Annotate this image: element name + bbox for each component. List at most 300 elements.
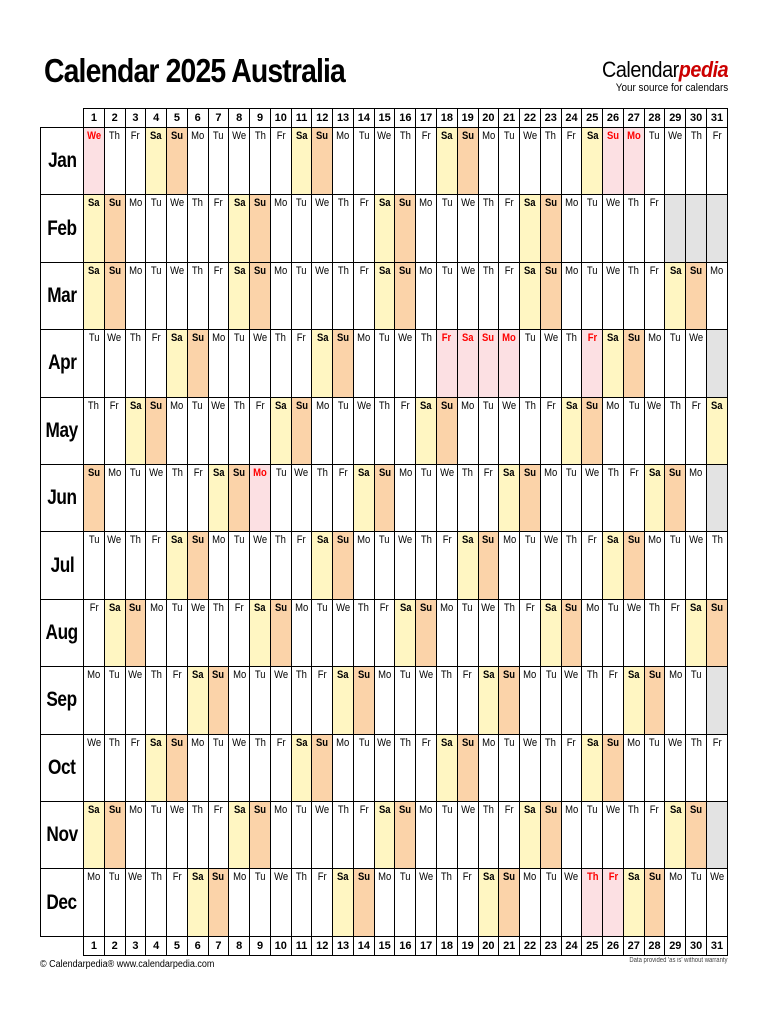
day-cell (520, 667, 541, 734)
weekend-day-cell (312, 330, 333, 397)
weekday-label: Mo (585, 601, 599, 614)
day-cell (395, 734, 416, 801)
day-cell (84, 599, 105, 666)
day-cell (499, 599, 520, 666)
day-cell (665, 869, 686, 937)
weekday-label: Th (482, 804, 494, 817)
weekday-label: Fr (442, 534, 452, 547)
day-cell (270, 195, 291, 262)
weekday-label: Mo (419, 197, 433, 210)
day-cell (84, 330, 105, 397)
weekday-label: Su (648, 871, 661, 884)
day-cell (644, 599, 665, 666)
weekday-label: Tu (462, 601, 474, 614)
weekday-label: Sa (171, 534, 183, 547)
weekend-day-cell (561, 599, 582, 666)
weekend-day-cell (457, 734, 478, 801)
holiday-day-cell (84, 128, 105, 195)
header-day-number: 22 (520, 109, 541, 128)
month-row-jun (41, 465, 728, 532)
weekday-label: Su (108, 804, 121, 817)
header-day-number: 14 (353, 109, 374, 128)
day-cell (603, 465, 624, 532)
weekday-label: We (377, 736, 392, 749)
day-cell (125, 195, 146, 262)
header-day-number: 19 (457, 109, 478, 128)
weekday-label: Mo (378, 669, 392, 682)
holiday-day-cell (437, 330, 458, 397)
day-cell (353, 128, 374, 195)
weekend-day-cell (686, 802, 707, 869)
weekend-day-cell (623, 330, 644, 397)
day-cell (270, 667, 291, 734)
day-cell (333, 465, 354, 532)
weekday-label: Mo (502, 534, 516, 547)
weekend-day-cell (208, 465, 229, 532)
day-cell (104, 397, 125, 464)
weekday-label: We (315, 197, 330, 210)
holiday-day-cell (623, 128, 644, 195)
month-row-sep (41, 667, 728, 734)
weekday-label: Th (628, 804, 640, 817)
holiday-day-cell (478, 330, 499, 397)
weekday-label: Mo (502, 332, 517, 345)
day-cell (499, 397, 520, 464)
unused-day-cell (706, 195, 727, 262)
day-cell (395, 397, 416, 464)
day-cell (582, 667, 603, 734)
footer-day-number: 1 (84, 937, 105, 956)
holiday-day-cell (499, 330, 520, 397)
weekday-label: Sa (399, 601, 412, 614)
footer-day-number: 8 (229, 937, 250, 956)
header-day-number: 29 (665, 109, 686, 128)
header-day-number: 7 (208, 109, 229, 128)
weekday-label: Tu (441, 197, 453, 210)
weekday-label: Sa (482, 669, 495, 682)
weekday-label: We (128, 871, 143, 884)
weekday-label: We (502, 399, 517, 412)
weekday-label: Th (233, 399, 245, 412)
weekend-day-cell (540, 599, 561, 666)
year-calendar-grid (40, 108, 728, 956)
day-cell (395, 330, 416, 397)
day-cell (270, 802, 291, 869)
weekday-label: Tu (254, 669, 266, 682)
day-cell (540, 869, 561, 937)
weekday-label: Su (108, 197, 121, 210)
weekday-label: Su (461, 130, 474, 142)
footer-day-number: 10 (270, 937, 291, 956)
weekend-day-cell (603, 532, 624, 599)
weekend-day-cell (333, 667, 354, 734)
day-cell (291, 465, 312, 532)
footer-copyright[interactable]: © Calendarpedia® www.calendarpedia.com (40, 959, 215, 970)
weekday-label: Sa (482, 871, 495, 884)
weekend-day-cell (146, 734, 167, 801)
weekend-day-cell (270, 599, 291, 666)
header-day-number: 23 (540, 109, 561, 128)
weekend-day-cell (395, 802, 416, 869)
weekday-label: Tu (88, 332, 100, 345)
header-day-number: 5 (167, 109, 188, 128)
month-label: Jun (41, 465, 84, 532)
weekday-label: Tu (130, 467, 141, 480)
weekday-label: Sa (524, 264, 536, 277)
day-cell (374, 128, 395, 195)
weekday-label: Sa (669, 264, 682, 277)
day-cell (250, 532, 271, 599)
weekday-label: Th (399, 130, 411, 142)
weekend-day-cell (333, 869, 354, 937)
weekday-label: Fr (214, 264, 223, 277)
day-cell (229, 330, 250, 397)
header-day-number: 13 (333, 109, 354, 128)
weekend-day-cell (395, 195, 416, 262)
day-cell (520, 128, 541, 195)
day-cell (644, 532, 665, 599)
weekday-label: Tu (171, 601, 183, 614)
weekend-day-cell (416, 397, 437, 464)
weekday-label: Th (441, 871, 453, 884)
day-cell (665, 667, 686, 734)
weekend-day-cell (208, 667, 229, 734)
day-cell (229, 128, 250, 195)
weekday-label: We (232, 130, 247, 142)
weekday-label: We (252, 534, 268, 547)
weekday-label: Mo (294, 601, 309, 614)
weekday-label: Su (503, 871, 516, 884)
weekend-day-cell (291, 397, 312, 464)
day-cell (582, 465, 603, 532)
weekday-label: Tu (400, 871, 411, 884)
weekend-day-cell (520, 195, 541, 262)
weekday-label: Sa (254, 601, 266, 614)
weekday-label: Sa (669, 804, 682, 817)
weekday-label: Su (544, 264, 557, 277)
weekend-day-cell (229, 262, 250, 329)
weekday-label: Su (586, 399, 599, 412)
weekday-label: We (689, 332, 704, 345)
weekday-label: Sa (233, 197, 246, 210)
weekend-day-cell (167, 532, 188, 599)
day-cell (457, 397, 478, 464)
weekend-day-cell (582, 128, 603, 195)
header-day-number: 9 (250, 109, 271, 128)
holiday-day-cell (582, 869, 603, 937)
weekday-label: We (169, 264, 184, 277)
day-cell (561, 802, 582, 869)
weekday-label: Fr (255, 399, 265, 412)
weekend-day-cell (250, 262, 271, 329)
weekday-label: Su (316, 130, 329, 142)
day-cell (437, 869, 458, 937)
weekday-label: Mo (232, 669, 246, 682)
day-cell (333, 802, 354, 869)
day-cell (167, 802, 188, 869)
day-cell (665, 128, 686, 195)
weekday-label: Su (627, 332, 640, 345)
month-label: Dec (41, 869, 84, 937)
footer-day-number: 15 (374, 937, 395, 956)
day-cell (686, 465, 707, 532)
day-cell (706, 262, 727, 329)
header-day-number: 30 (686, 109, 707, 128)
weekday-label: Sa (461, 534, 474, 547)
weekday-label: Th (524, 399, 536, 412)
day-cell (229, 869, 250, 937)
day-cell (623, 465, 644, 532)
weekday-label: Su (606, 736, 620, 749)
weekday-label: Tu (524, 534, 536, 547)
weekday-label: Tu (275, 467, 287, 480)
day-cell (520, 532, 541, 599)
weekday-label: Tu (192, 399, 204, 412)
footer-day-number: 30 (686, 937, 707, 956)
day-cell (125, 532, 146, 599)
weekday-label: Mo (149, 601, 163, 614)
weekday-label: Su (170, 736, 183, 749)
weekend-day-cell (353, 667, 374, 734)
weekday-label: Su (191, 332, 204, 345)
day-cell (665, 532, 686, 599)
weekday-label: Sa (627, 669, 640, 682)
day-cell (603, 262, 624, 329)
day-cell (187, 465, 208, 532)
weekend-day-cell (84, 262, 105, 329)
weekday-label: Sa (586, 130, 599, 142)
day-cell (104, 128, 125, 195)
brand-logo[interactable] (588, 58, 728, 94)
weekday-label: Mo (668, 871, 682, 884)
weekend-day-cell (250, 195, 271, 262)
month-row-dec (41, 869, 728, 937)
header-day-number: 2 (104, 109, 125, 128)
footer-day-number: 29 (665, 937, 686, 956)
day-cell (250, 667, 271, 734)
weekday-label: Su (627, 534, 640, 547)
weekday-label: Tu (358, 736, 370, 749)
weekday-label: We (543, 332, 558, 345)
day-cell (146, 667, 167, 734)
day-cell (499, 195, 520, 262)
footer-day-number: 20 (478, 937, 499, 956)
footer-disclaimer: Data provided 'as is' without warranty (629, 957, 728, 964)
day-cell (146, 532, 167, 599)
day-cell (167, 869, 188, 937)
header-day-number: 3 (125, 109, 146, 128)
weekday-label: Fr (421, 130, 431, 142)
footer-day-number: 25 (582, 937, 603, 956)
weekday-label: We (356, 399, 371, 412)
brand-name: Calendarpedia (601, 57, 728, 82)
footer-day-number: 4 (146, 937, 167, 956)
weekday-label: Sa (378, 197, 391, 210)
weekday-label: Mo (627, 736, 641, 749)
weekday-label: Fr (234, 601, 244, 614)
weekday-label: Sa (191, 669, 204, 682)
header-day-number: 12 (312, 109, 333, 128)
weekday-label: Mo (419, 804, 433, 817)
day-cell (374, 667, 395, 734)
day-cell (561, 195, 582, 262)
day-cell (478, 128, 499, 195)
day-cell (125, 330, 146, 397)
day-cell (395, 128, 416, 195)
weekday-label: Fr (359, 804, 369, 817)
weekday-label: Mo (191, 130, 205, 142)
unused-day-cell (686, 195, 707, 262)
day-cell (167, 599, 188, 666)
weekday-label: Tu (337, 399, 349, 412)
weekday-label: Fr (151, 332, 161, 345)
weekday-label: Sa (212, 467, 225, 480)
footer-day-number: 9 (250, 937, 271, 956)
weekday-label: Su (253, 804, 267, 817)
weekday-label: Sa (233, 804, 246, 817)
day-cell (520, 330, 541, 397)
weekday-label: Mo (481, 130, 495, 142)
day-cell (125, 667, 146, 734)
weekend-day-cell (582, 734, 603, 801)
weekend-day-cell (125, 397, 146, 464)
weekend-day-cell (437, 128, 458, 195)
weekend-day-cell (84, 195, 105, 262)
weekday-label: We (419, 669, 434, 682)
footer-day-number: 26 (603, 937, 624, 956)
day-cell (457, 465, 478, 532)
weekday-label: Mo (87, 669, 101, 682)
month-row-feb (41, 195, 728, 262)
weekday-label: We (211, 399, 226, 412)
day-cell (125, 465, 146, 532)
weekday-label: Su (606, 130, 620, 142)
day-cell (665, 397, 686, 464)
weekday-label: Mo (211, 332, 226, 345)
weekday-label: Fr (691, 399, 701, 412)
weekday-label: Tu (524, 332, 536, 345)
weekend-day-cell (623, 532, 644, 599)
weekend-day-cell (499, 869, 520, 937)
day-cell (312, 802, 333, 869)
weekend-day-cell (104, 599, 125, 666)
day-cell (146, 802, 167, 869)
weekday-label: Sa (191, 871, 204, 884)
weekday-label: Fr (193, 467, 203, 480)
weekday-label: Sa (88, 804, 100, 817)
day-cell (146, 599, 167, 666)
day-cell (125, 869, 146, 937)
day-cell (270, 330, 291, 397)
day-cell (561, 128, 582, 195)
weekday-label: Th (420, 534, 432, 547)
weekday-label: Fr (130, 130, 140, 142)
day-cell (187, 195, 208, 262)
day-cell (395, 532, 416, 599)
weekday-label: Sa (648, 467, 661, 480)
weekday-label: Fr (504, 264, 514, 277)
day-cell (395, 869, 416, 937)
day-cell (250, 330, 271, 397)
day-cell (208, 397, 229, 464)
weekday-label: Fr (297, 534, 307, 547)
weekend-day-cell (540, 262, 561, 329)
weekend-day-cell (395, 262, 416, 329)
header-day-number: 15 (374, 109, 395, 128)
weekday-label: We (439, 467, 454, 480)
day-cell (312, 869, 333, 937)
weekend-day-cell (353, 465, 374, 532)
weekday-label: We (107, 534, 122, 547)
weekday-label: Mo (191, 736, 205, 749)
day-cell (686, 128, 707, 195)
month-row-apr (41, 330, 728, 397)
day-cell (333, 397, 354, 464)
weekday-label: Fr (567, 130, 576, 142)
weekend-day-cell (437, 734, 458, 801)
weekday-label: Sa (88, 197, 100, 210)
day-cell (208, 532, 229, 599)
holiday-day-cell (603, 869, 624, 937)
day-cell (291, 330, 312, 397)
unused-day-cell (706, 802, 727, 869)
weekday-label: Mo (253, 467, 267, 480)
weekday-label: Su (523, 467, 536, 480)
weekday-label: Th (171, 467, 183, 480)
weekday-label: Tu (586, 197, 598, 210)
weekday-label: We (398, 534, 413, 547)
day-cell (353, 734, 374, 801)
weekend-day-cell (84, 465, 105, 532)
header-day-number: 4 (146, 109, 167, 128)
weekday-label: Fr (172, 669, 182, 682)
month-label: Jan (41, 128, 84, 195)
weekday-label: Fr (670, 601, 680, 614)
day-cell (416, 869, 437, 937)
weekday-label: Sa (607, 534, 619, 547)
weekday-label: Tu (379, 332, 390, 345)
weekday-label: Th (316, 467, 328, 480)
header-day-number: 11 (291, 109, 312, 128)
day-cell (437, 195, 458, 262)
day-cell (333, 128, 354, 195)
weekday-label: Su (170, 130, 183, 142)
weekend-day-cell (478, 667, 499, 734)
weekday-label: Th (649, 601, 661, 614)
weekday-label: We (522, 736, 537, 749)
header-day-number: 10 (270, 109, 291, 128)
weekend-day-cell (644, 869, 665, 937)
month-label: Feb (41, 195, 84, 262)
footer-day-number: 22 (520, 937, 541, 956)
day-cell (374, 734, 395, 801)
weekday-label: Th (607, 467, 619, 480)
weekday-label: Mo (211, 534, 226, 547)
day-cell (291, 667, 312, 734)
weekend-day-cell (582, 397, 603, 464)
month-row-jul (41, 532, 728, 599)
day-cell (250, 397, 271, 464)
day-cell (686, 330, 707, 397)
day-cell (457, 195, 478, 262)
day-cell (395, 667, 416, 734)
weekday-label: Th (150, 871, 162, 884)
weekday-label: Su (150, 399, 163, 412)
weekend-day-cell (623, 667, 644, 734)
weekend-day-cell (187, 330, 208, 397)
header-day-number: 20 (478, 109, 499, 128)
day-cell (374, 869, 395, 937)
